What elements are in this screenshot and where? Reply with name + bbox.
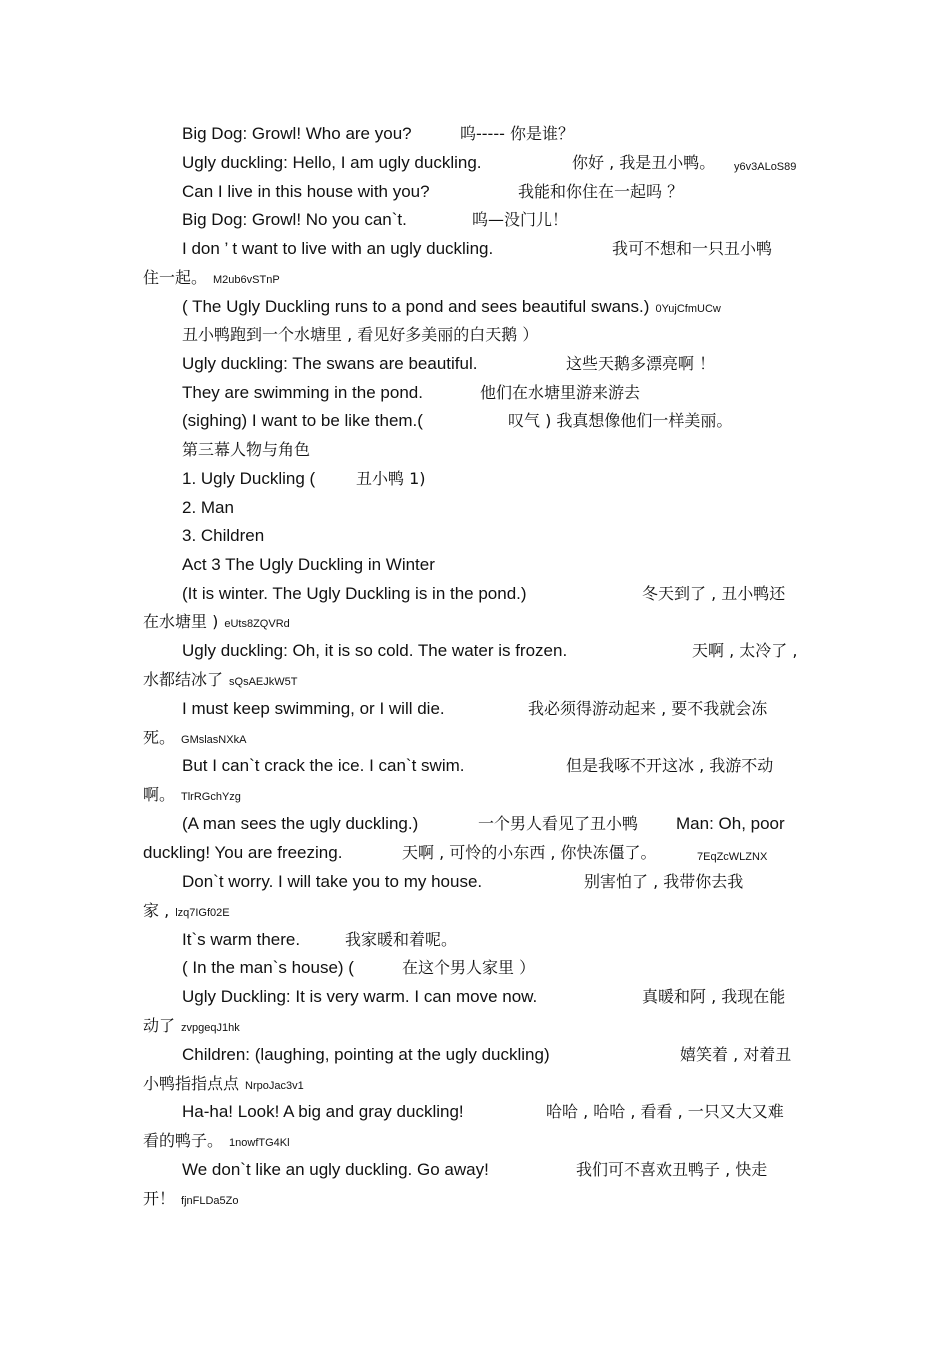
dialogue-line: They are swimming in the pond. 他们在水塘里游来游去 (182, 383, 641, 402)
dialogue-line-continued: 在水塘里 ) eUts8ZQVRd (143, 612, 290, 631)
dialogue-line-continued: 动了 zvpgeqJ1hk (143, 1016, 240, 1035)
dialogue-line-continued: 家 , lzq7IGf02E (143, 901, 230, 920)
dialogue-line: Ha-ha! Look! A big and gray duckling! 哈哈 , 哈哈 , 看看 , 一只又大又难 (182, 1102, 784, 1121)
dialogue-line-continued: 开！ fjnFLDa5Zo (143, 1189, 239, 1208)
dialogue-line: Don`t worry. I will take you to my house. 别害怕了 , 我带你去我 (182, 872, 744, 891)
watermark-code: fjnFLDa5Zo (181, 1195, 239, 1207)
watermark-code: zvpgeqJ1hk (181, 1022, 240, 1034)
section-heading: 第三幕人物与角色 (182, 440, 311, 459)
dialogue-line: (sighing) I want to be like them.( 叹气 ) 我真想像他们一样美丽。 (182, 411, 733, 430)
dialogue-line-continued: 看的鸭子。 1nowfTG4Kl (143, 1131, 290, 1150)
dialogue-line-continued: 死。 GMslasNXkA (143, 728, 247, 747)
dialogue-line-continued: 住一起。 M2ub6vSTnP (143, 268, 280, 287)
watermark-code: lzq7IGf02E (175, 907, 230, 919)
stage-direction: ( In the man`s house) ( 在这个男人家里 ） (182, 958, 536, 977)
watermark-code: TlrRGchYzg (181, 791, 241, 803)
dialogue-line: I don ’ t want to live with an ugly duckling. 我可不想和一只丑小鸭 (182, 239, 773, 258)
watermark-code: 7EqZcWLZNX (697, 851, 768, 863)
dialogue-line: It`s warm there. 我家暖和着呢。 (182, 930, 458, 949)
dialogue-line-continued: duckling! You are freezing. 天啊 , 可怜的小东西 , 你快冻僵了。 7EqZcWLZNX (143, 842, 342, 864)
cast-item: 3. Children (182, 526, 265, 545)
dialogue-line-continued: 水都结冰了 sQsAEJkW5T (143, 670, 298, 689)
watermark-code: 0YujCfmUCw (655, 303, 721, 315)
watermark-code: y6v3ALoS89 (734, 161, 797, 173)
watermark-code: 1nowfTG4Kl (229, 1137, 290, 1149)
dialogue-line-continued: 小鸭指指点点 NrpoJac3v1 (143, 1074, 304, 1093)
dialogue-line: I must keep swimming, or I will die. 我必须得游动起来 , 要不我就会冻 (182, 699, 768, 718)
watermark-code: sQsAEJkW5T (229, 676, 298, 688)
dialogue-line: Ugly duckling: Oh, it is so cold. The water is frozen. 天啊 , 太冷了 , (182, 641, 798, 660)
dialogue-line: Can I live in this house with you? 我能和你住在一起吗 ？ (182, 182, 684, 201)
cast-item: 1. Ugly Duckling ( 丑小鸭 1) (182, 469, 426, 488)
dialogue-line: But I can`t crack the ice. I can`t swim. 但是我啄不开这冰 , 我游不动 (182, 756, 774, 775)
stage-direction: ( The Ugly Duckling runs to a pond and sees beautiful swans.) 0YujCfmUCw (182, 297, 721, 316)
cast-item: 2. Man (182, 498, 234, 517)
watermark-code: M2ub6vSTnP (213, 274, 280, 286)
act-title: Act 3 The Ugly Duckling in Winter (182, 555, 435, 574)
stage-direction-translation: 丑小鸭跑到一个水塘里 , 看见好多美丽的白天鹅 ） (182, 325, 539, 344)
dialogue-line: Big Dog: Growl! No you can`t. 呜—没门儿！ (182, 210, 569, 229)
dialogue-line: Ugly duckling: The swans are beautiful. 这些天鹅多漂亮啊 ！ (182, 354, 716, 373)
watermark-code: GMslasNXkA (181, 734, 247, 746)
dialogue-line: We don`t like an ugly duckling. Go away! 我们可不喜欢丑鸭子 , 快走 (182, 1160, 768, 1179)
stage-direction: (It is winter. The Ugly Duckling is in the pond.) 冬天到了 , 丑小鸭还 (182, 584, 786, 603)
dialogue-line: Ugly Duckling: It is very warm. I can move now. 真暖和阿 , 我现在能 (182, 987, 786, 1006)
dialogue-line: Children: (laughing, pointing at the ugly duckling) 嬉笑着 , 对着丑 (182, 1045, 792, 1064)
dialogue-line: Ugly duckling: Hello, I am ugly duckling. 你好 , 我是丑小鸭。 y6v3ALoS89 (182, 152, 482, 174)
watermark-code: eUts8ZQVRd (224, 618, 290, 630)
dialogue-line-continued: 啊。 TlrRGchYzg (143, 785, 241, 804)
dialogue-line: Big Dog: Growl! Who are you? 呜----- 你是谁？ (182, 124, 574, 143)
watermark-code: NrpoJac3v1 (245, 1080, 304, 1092)
stage-direction: (A man sees the ugly duckling.) 一个男人看见了丑小鸭 Man: Oh, poor (182, 814, 785, 833)
